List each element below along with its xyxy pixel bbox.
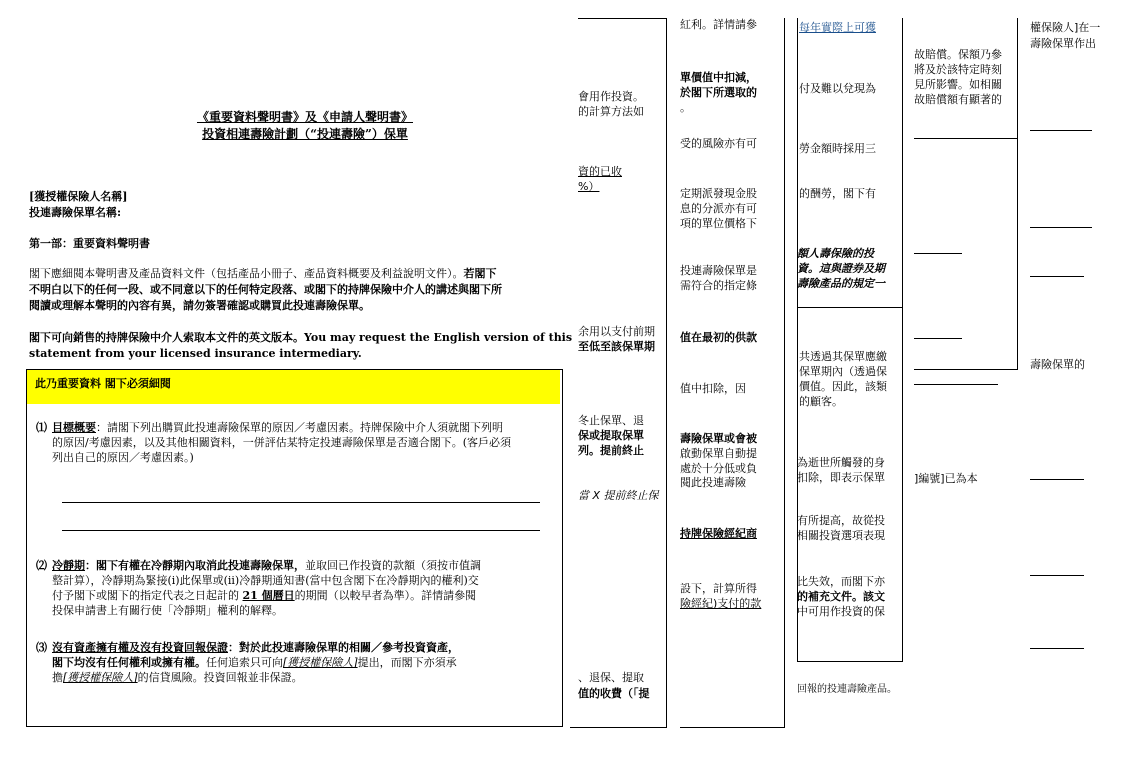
document-title-line2: 投資相連壽險計劃（“投連壽險”）保單 <box>202 127 408 141</box>
col4-bottom-rule <box>797 661 903 662</box>
col3-fragment: 紅利。詳情請參 <box>680 18 757 31</box>
col3-fragment: 壽險保單或會被 <box>680 432 757 445</box>
document-title-line1: 《重要資料聲明書》及《申請人聲明書》 <box>196 110 413 124</box>
section3-line2b: 提出，而閣下亦須承 <box>357 656 457 669</box>
section2-line3a: 付予閣下或閣下的指定代表之日起計的 <box>52 589 239 602</box>
col3-fragment: 值在最初的供款 <box>680 331 757 344</box>
section1-line3: 列出自己的原因／考慮因素。) <box>52 451 194 464</box>
col3-fragment: 值中扣除，因 <box>680 382 746 395</box>
col5-fragment: 故賠償額有顯著的 <box>914 93 1002 106</box>
col4-fragment: 扣除，即表示保單 <box>797 471 885 484</box>
col4-left-border <box>797 18 798 662</box>
col3-fragment: 定期派發現金股 <box>680 187 757 200</box>
col5-fragment: 見所影響。如相關 <box>914 78 1002 91</box>
section3-line3b: 的信貸風險。投資回報並非保證。 <box>137 671 303 684</box>
important-box-header-text: 此乃重要資料 閣下必須細閱 <box>35 377 171 390</box>
section2-number: ⑵ <box>36 559 47 572</box>
col5-fragment: ]編號]已為本 <box>914 472 978 485</box>
section3-title: 沒有資產擁有權及沒有投資回報保證 <box>52 641 228 654</box>
section3-text <box>52 640 557 685</box>
col4-fragment: 為逝世所觸發的身 <box>797 456 885 469</box>
col2-fragment: 的計算方法如 <box>578 105 644 118</box>
section1-text <box>52 420 552 465</box>
col6-fragment: 權保險人]在一 <box>1030 21 1101 34</box>
col4-right-border <box>902 18 903 662</box>
col4-fragment: 有所提高，故從投 <box>797 514 885 527</box>
english-note-line1: 閣下可向銷售的持牌保險中介人索取本文件的英文版本。You may request the English version of this <box>29 331 573 344</box>
col3-fragment: 單價值中扣減， <box>680 71 757 84</box>
intro-normal-text: 閣下應細閱本聲明書及產品資料文件（包括產品小冊子、產品資料概要及利益說明文件）。 <box>29 267 464 280</box>
col3-fragment: 項的單位價格下 <box>680 217 757 230</box>
col6-rule <box>1030 575 1084 576</box>
section3-line2: 任何追索只可向 <box>206 656 283 669</box>
col2-top-rule <box>578 18 666 19</box>
col3-fragment: 息的分派亦有可 <box>680 202 757 215</box>
section3-bold-2: 閣下均沒有任何權利或擁有權。 <box>52 656 206 669</box>
col3-right-border <box>784 18 785 728</box>
english-version-note <box>29 330 573 362</box>
section3-bold-1: ：對於此投連壽險保單的相關／參考投資資產， <box>228 641 459 654</box>
col3-fragment: 險經紀)支付的款 <box>680 597 762 610</box>
section1-number: ⑴ <box>36 421 47 434</box>
col6-fragment: 壽險保單的 <box>1030 358 1085 371</box>
section2-line2: 整計算），冷靜期為緊接(i)此保單或(ii)冷靜期通知書(當中包含閣下在冷靜期內的權利)交 <box>52 574 479 587</box>
col3-fragment: 。 <box>680 101 691 114</box>
col2-fragment: 會用作投資。 <box>578 90 644 103</box>
section2-title: 冷靜期 <box>52 559 85 572</box>
col5-rule <box>914 369 1018 370</box>
col4-fragment: 中可用作投資的保 <box>797 605 885 618</box>
col2-fragment: 值的收費（「提 <box>578 687 650 700</box>
col2-fragment: 冬止保單、退 <box>578 414 644 427</box>
section1-line2: 的原因/考慮因素，以及其他相關資料，一併評估某特定投連壽險保單是否適合閣下。(客戶必須 <box>52 436 511 449</box>
col5-rule <box>914 384 998 385</box>
col5-short-rule <box>914 253 962 254</box>
col2-fragment: 資的已收 <box>578 165 622 178</box>
english-note-line2: statement from your licensed insurance intermediary. <box>29 347 362 360</box>
part1-heading: 第一部：重要資料聲明書 <box>29 237 150 250</box>
col2-fragment: 、退保、提取 <box>578 671 644 684</box>
col5-rule <box>914 138 1018 139</box>
policy-name-label: 投連壽險保單名稱: <box>29 206 122 219</box>
col4-fragment: 保單期內（透過保 <box>799 365 887 378</box>
section2-line1: 並取回已作投資的款額（須按市值調 <box>305 559 481 572</box>
col4-fragment: 回報的投連壽險產品。 <box>797 684 897 695</box>
col4-fragment: 的補充文件。該文 <box>797 590 885 603</box>
intro-bold-text-3: 閱讀或理解本聲明的內容有異，請勿簽署確認或購買此投連壽險保單。 <box>29 299 370 312</box>
col4-fragment: 共透過其保單應繳 <box>799 350 887 363</box>
answer-line-2 <box>62 530 540 531</box>
col2-fragment: 保或提取保單 <box>578 429 644 442</box>
section2-days: 21 個曆日 <box>242 589 295 602</box>
col5-fragment: 故賠償。保額乃參 <box>914 48 1002 61</box>
col6-rule <box>1030 648 1084 649</box>
col4-mid-rule <box>797 307 903 308</box>
col6-rule <box>1030 276 1084 277</box>
col5-right-border <box>1017 18 1018 370</box>
col4-fragment: 的酬勞，閣下有 <box>799 187 876 200</box>
col2-fragment: %） <box>578 180 600 193</box>
section2-line4: 投保申請書上有關行使「冷靜期」權利的解釋。 <box>52 604 283 617</box>
section1-line1: ：請閣下列出購買此投連壽險保單的原因／考慮因素。持牌保險中介人須就閣下列明 <box>96 421 503 434</box>
col2-fragment: 余用以支付前期 <box>578 325 655 338</box>
col3-bottom-rule <box>680 727 784 728</box>
col4-fragment: 資。這與證券及期 <box>797 262 885 275</box>
col3-fragment: 投連壽險保單是 <box>680 264 757 277</box>
col5-short-rule <box>914 338 962 339</box>
col3-fragment: 於閣下所選取的 <box>680 86 757 99</box>
col3-fragment: 受的風險亦有可 <box>680 137 757 150</box>
col6-rule <box>1030 479 1084 480</box>
section3-insurer-1: [獲授權保險人] <box>283 656 358 669</box>
answer-line-1 <box>62 502 540 503</box>
col4-fragment: 壽險產品的規定一 <box>797 277 885 290</box>
col3-fragment: 處於十分低或負 <box>680 462 757 475</box>
col4-fragment: 額人壽保險的投 <box>797 247 874 260</box>
col3-fragment: 啟動保單自動提 <box>680 447 757 460</box>
col4-fragment: 相關投資選項表現 <box>797 529 885 542</box>
col6-rule <box>1030 227 1092 228</box>
section3-insurer-2: [獲授權保險人] <box>63 671 138 684</box>
col2-fragment: 至低至該保單期 <box>578 340 655 353</box>
insurer-name-label: [獲授權保險人名稱] <box>29 190 128 203</box>
intro-bold-text-2: 不明白以下的任何一段、或不同意以下的任何特定段落、或閣下的持牌保險中介人的講述與閣下所 <box>29 283 502 296</box>
col3-fragment: 持牌保險經紀商 <box>680 527 757 540</box>
col4-fragment: 比失效，而閣下亦 <box>797 575 885 588</box>
col2-fragment: 列。提前終止 <box>578 444 644 457</box>
section3-line3a: 擔 <box>52 671 63 684</box>
col6-fragment: 壽險保單作出 <box>1030 37 1096 50</box>
col2-right-border <box>666 18 667 728</box>
col2-bottom-rule <box>570 727 666 728</box>
col4-fragment: 的顧客。 <box>799 395 843 408</box>
section1-title: 目標概要 <box>52 421 96 434</box>
col3-fragment: 設下，計算所得 <box>680 582 757 595</box>
col4-fragment: 價值。因此，該類 <box>799 380 887 393</box>
intro-paragraph <box>29 266 554 314</box>
intro-bold-text-1: 若閣下 <box>463 267 497 280</box>
col4-fragment: 勞金額時採用三 <box>799 142 876 155</box>
col4-fragment: 付及難以兌現為 <box>799 82 876 95</box>
col5-fragment: 將及於該特定時刻 <box>914 63 1002 76</box>
col3-fragment: 需符合的指定條 <box>680 279 757 292</box>
section2-bold-text: ：閣下有權在冷靜期內取消此投連壽險保單， <box>85 559 305 572</box>
col6-rule <box>1030 130 1092 131</box>
important-box-header <box>27 370 560 404</box>
col3-fragment: 閱此投連壽險 <box>680 476 746 489</box>
section3-number: ⑶ <box>36 641 47 654</box>
col2-fragment: 當 X 提前終止保 <box>578 489 659 502</box>
section2-text <box>52 558 557 618</box>
section2-line3b: 的期間（以較早者為準）。詳情請參閱 <box>294 589 477 602</box>
col4-fragment: 每年實際上可獲 <box>799 21 876 34</box>
